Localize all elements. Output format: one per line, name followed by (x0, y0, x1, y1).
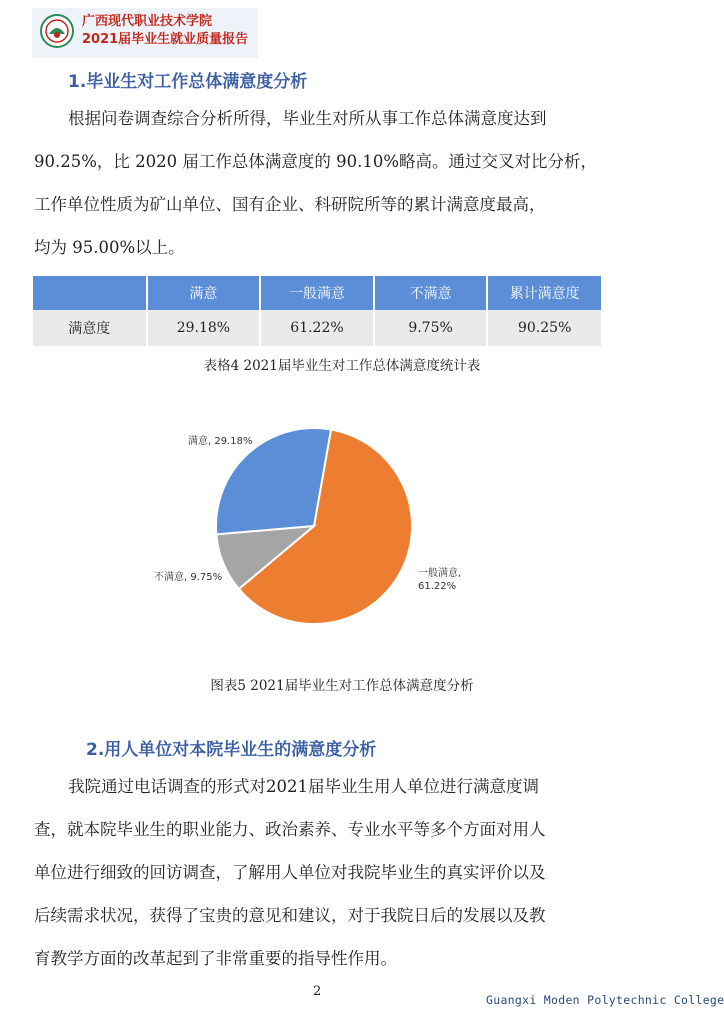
footer-college-name: Guangxi Moden Polytechnic College (486, 993, 724, 1007)
table-header-row (33, 276, 601, 310)
paragraph-line: 我院通过电话调查的形式对2021届毕业生用人单位进行满意度调 (68, 777, 539, 796)
paragraph-line: 育教学方面的改革起到了非常重要的指导性作用。 (34, 949, 397, 968)
table-header-empty (33, 276, 147, 310)
section2-title: 2.用人单位对本院毕业生的满意度分析 (86, 740, 377, 760)
report-title: 2021届毕业生就业质量报告 (82, 32, 249, 47)
table-cell: 61.22% (260, 310, 374, 346)
table-cell: 9.75% (374, 310, 488, 346)
pie-label-fairly-satisfied: 一般满意, 61.22% (418, 568, 462, 592)
college-logo-icon (40, 14, 74, 48)
satisfaction-pie-chart (0, 400, 684, 650)
table-cell: 29.18% (147, 310, 261, 346)
satisfaction-table (33, 276, 601, 346)
table-header-unsatisfied: 不满意 (374, 276, 488, 310)
paragraph-line: 查，就本院毕业生的职业能力、政治素养、专业水平等多个方面对用人 (34, 820, 546, 839)
table-caption: 表格4 2021届毕业生对工作总体满意度统计表 (203, 358, 481, 374)
chart-caption: 图表5 2021届毕业生对工作总体满意度分析 (210, 678, 474, 694)
table-row-label: 满意度 (33, 310, 147, 346)
paragraph-line: 工作单位性质为矿山单位、国有企业、科研院所等的累计满意度最高， (34, 195, 546, 214)
section1-paragraph (34, 97, 614, 269)
paragraph-line: 均为 95.00%以上。 (34, 238, 185, 257)
paragraph-line: 根据问卷调查综合分析所得，毕业生对所从事工作总体满意度达到 (68, 109, 547, 128)
page-number: 2 (313, 984, 322, 999)
table-header-satisfied: 满意 (147, 276, 261, 310)
section1-title: 1.毕业生对工作总体满意度分析 (68, 72, 308, 92)
table-cell: 90.25% (487, 310, 601, 346)
pie-label-unsatisfied: 不满意, 9.75% (154, 572, 223, 583)
pie-label-satisfied: 满意, 29.18% (188, 436, 253, 447)
table-header-fairly-satisfied: 一般满意 (260, 276, 374, 310)
table-row (33, 310, 601, 346)
paragraph-line: 后续需求状况，获得了宝贵的意见和建议，对于我院日后的发展以及教 (34, 906, 546, 925)
table-header-cumulative: 累计满意度 (487, 276, 601, 310)
paragraph-line: 单位进行细致的回访调查，了解用人单位对我院毕业生的真实评价以及 (34, 863, 546, 882)
school-name: 广西现代职业技术学院 (82, 14, 213, 29)
paragraph-line: 90.25%，比 2020 届工作总体满意度的 90.10%略高。通过交叉对比分析， (34, 152, 598, 171)
section2-paragraph (34, 765, 614, 980)
